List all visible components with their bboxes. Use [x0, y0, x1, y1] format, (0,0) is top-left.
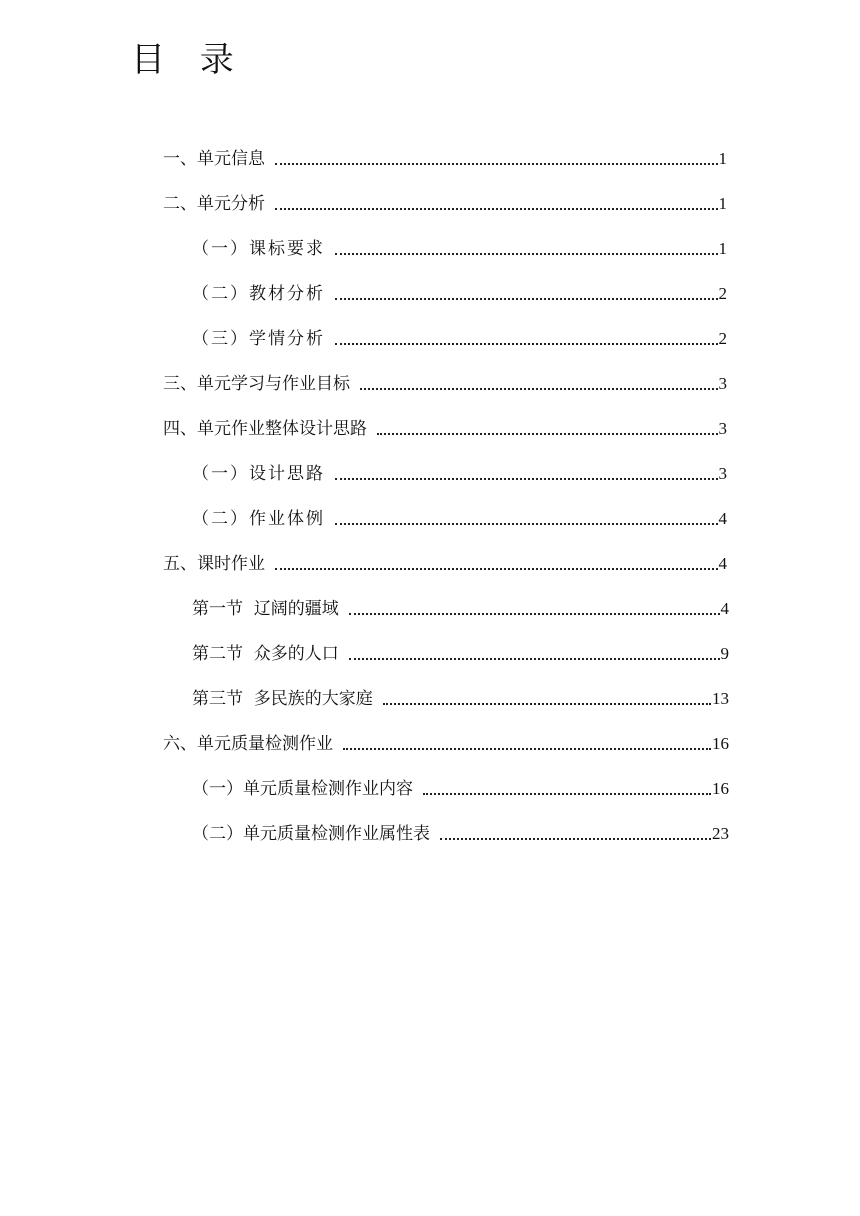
toc-entry-label: 二、单元分析	[163, 194, 265, 214]
toc-entry-page: 4	[718, 554, 727, 573]
toc-entry-page: 3	[718, 374, 727, 393]
dot-leader	[275, 193, 719, 215]
toc-entry-unit-analysis[interactable]	[0, 183, 727, 215]
toc-entry-section-three[interactable]	[0, 678, 729, 710]
dot-leader	[335, 283, 719, 305]
toc-entry-page: 23	[712, 824, 729, 843]
toc-entry-label: （二）单元质量检测作业属性表	[192, 824, 430, 844]
toc-entry-label: （二）作业体例	[192, 509, 325, 529]
toc-entry-label: （一）设计思路	[192, 464, 325, 484]
toc-entry-assignment-format[interactable]	[0, 498, 727, 530]
toc-entry-page: 1	[718, 194, 727, 213]
toc-entry-page: 1	[718, 239, 727, 258]
page-title: 目 录	[131, 40, 246, 80]
toc-entry-page: 2	[718, 329, 727, 348]
toc-entry-page: 16	[712, 734, 729, 753]
toc-entry-page: 1	[718, 149, 727, 168]
toc-entry-page: 2	[718, 284, 727, 303]
toc-entry-section-one[interactable]	[0, 588, 729, 620]
toc-entry-unit-info[interactable]	[0, 138, 727, 170]
toc-entry-label: （三）学情分析	[192, 329, 325, 349]
toc-entry-label: 一、单元信息	[163, 149, 265, 169]
toc-entry-page: 3	[718, 464, 727, 483]
dot-leader	[343, 733, 712, 755]
dot-leader	[335, 508, 719, 530]
toc-entry-curriculum-requirements[interactable]	[0, 228, 727, 260]
toc-entry-quality-check-content[interactable]	[0, 768, 729, 800]
toc-entry-overall-design[interactable]	[0, 408, 727, 440]
toc-entry-textbook-analysis[interactable]	[0, 273, 727, 305]
toc-entry-label: 六、单元质量检测作业	[163, 734, 333, 754]
toc-entry-label: （一）课标要求	[192, 239, 325, 259]
toc-entry-page: 4	[720, 599, 729, 618]
dot-leader	[335, 328, 719, 350]
toc-entry-quality-check[interactable]	[0, 723, 729, 755]
toc-entry-page: 3	[718, 419, 727, 438]
dot-leader	[440, 823, 712, 845]
toc-entry-label: 第一节 辽阔的疆域	[192, 599, 339, 619]
toc-entry-label: 第二节 众多的人口	[192, 644, 339, 664]
dot-leader	[335, 463, 719, 485]
toc-entry-page: 9	[720, 644, 729, 663]
toc-entry-label: 四、单元作业整体设计思路	[163, 419, 367, 439]
toc-entry-learner-analysis[interactable]	[0, 318, 727, 350]
toc-entry-page: 16	[712, 779, 729, 798]
toc-entry-section-two[interactable]	[0, 633, 729, 665]
toc-entry-learning-goals[interactable]	[0, 363, 727, 395]
toc-entry-label: 三、单元学习与作业目标	[163, 374, 350, 394]
dot-leader	[275, 553, 719, 575]
toc-entry-design-ideas[interactable]	[0, 453, 727, 485]
dot-leader	[349, 598, 721, 620]
dot-leader	[349, 643, 721, 665]
dot-leader	[377, 418, 719, 440]
toc-entry-lesson-assignments[interactable]	[0, 543, 727, 575]
dot-leader	[423, 778, 712, 800]
toc-entry-label: （二）教材分析	[192, 284, 325, 304]
dot-leader	[335, 238, 719, 260]
dot-leader	[275, 148, 719, 170]
toc-entry-label: 五、课时作业	[163, 554, 265, 574]
toc-entry-label: 第三节 多民族的大家庭	[192, 689, 373, 709]
toc-entry-page: 13	[712, 689, 729, 708]
toc-entry-quality-check-attributes[interactable]	[0, 813, 729, 845]
dot-leader	[383, 688, 712, 710]
toc-entry-page: 4	[718, 509, 727, 528]
toc-entry-label: （一）单元质量检测作业内容	[192, 779, 413, 799]
dot-leader	[360, 373, 719, 395]
